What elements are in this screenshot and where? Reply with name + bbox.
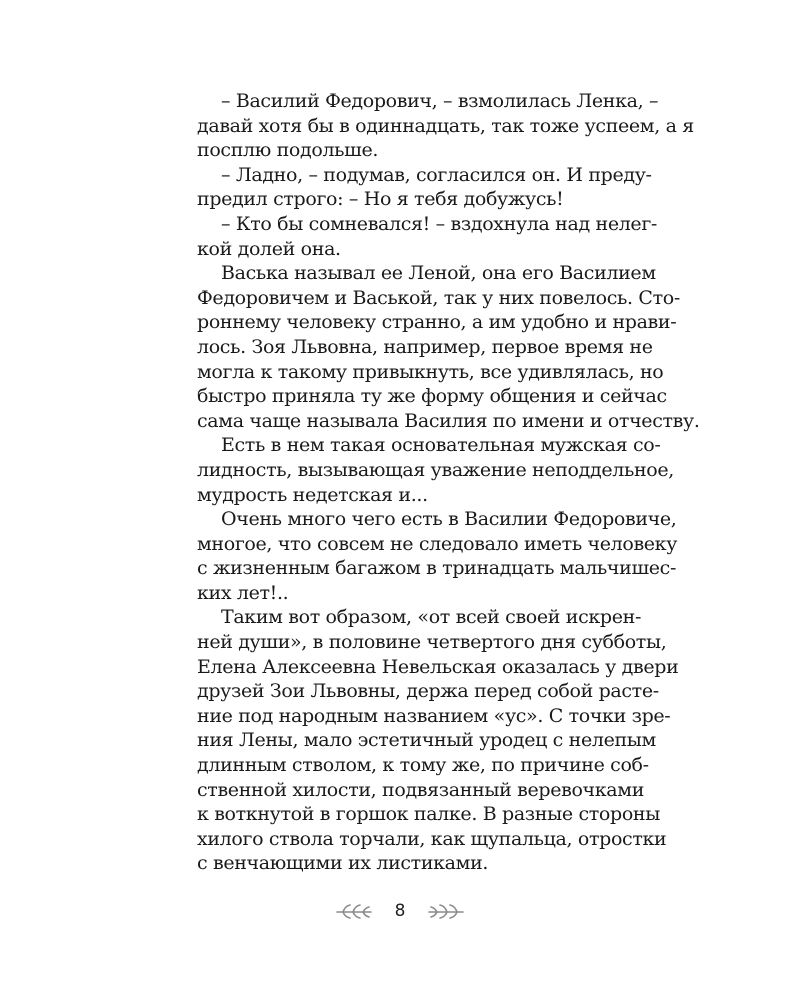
text-line: Есть в нем такая основательная мужская со-: [221, 434, 661, 457]
text-line: Елена Алексеевна Невельская оказалась у двери: [197, 655, 679, 678]
text-line: ния Лены, мало эстетичный уродец с нелепым: [197, 729, 656, 752]
text-line: давай хотя бы в одиннадцать, так тоже успеем, а я: [197, 114, 694, 137]
body-text: [197, 89, 700, 876]
text-line: могла к такому привыкнуть, все удивлялась, но: [197, 360, 664, 383]
text-line: многое, что совсем не следовало иметь человеку: [197, 532, 678, 555]
page-number: 8: [394, 901, 406, 921]
leaf-sprig-right-icon: [425, 902, 465, 920]
text-line: с жизненным багажом в тринадцать мальчишес-: [197, 557, 677, 580]
text-line: ние под народным названием «ус». С точки зре-: [197, 704, 671, 727]
page-footer: [0, 896, 800, 926]
text-line: Федоровичем и Васькой, так у них повелось. Сто-: [197, 286, 680, 309]
text-line: Васька называл ее Леной, она его Василием: [221, 262, 656, 285]
text-line: сама чаще называла Василия по имени и отчеству.: [197, 409, 700, 432]
text-line: роннему человеку странно, а им удобно и нрави-: [197, 311, 677, 334]
text-line: с венчающими их листиками.: [197, 852, 489, 875]
text-line: лось. Зоя Львовна, например, первое время не: [197, 335, 653, 358]
text-line: Таким вот образом, «от всей своей искрен-: [221, 606, 642, 629]
leaf-sprig-left-icon: [335, 902, 375, 920]
text-line: посплю подольше.: [197, 139, 379, 162]
text-line: ких лет!..: [197, 581, 289, 604]
text-line: длинным стволом, к тому же, по причине соб-: [197, 754, 649, 777]
text-line: кой долей она.: [197, 237, 341, 260]
text-line: предил строго: – Но я тебя добужусь!: [197, 188, 564, 211]
text-line: Очень много чего есть в Василии Федоровиче,: [221, 508, 677, 531]
text-line: – Ладно, – подумав, согласился он. И преду-: [221, 163, 652, 186]
text-line: – Василий Федорович, – взмолилась Ленка, –: [221, 90, 659, 112]
text-line: к воткнутой в горшок палке. В разные стороны: [197, 803, 661, 826]
text-line: друзей Зои Львовны, держа перед собой расте-: [197, 680, 659, 703]
text-line: ственной хилости, подвязанный веревочками: [197, 778, 645, 801]
text-line: лидность, вызывающая уважение неподдельное,: [197, 458, 674, 481]
text-line: – Кто бы сомневался! – вздохнула над нелег-: [221, 212, 658, 235]
text-line: хилого ствола торчали, как щупальца, отростки: [197, 827, 667, 850]
text-line: быстро приняла ту же форму общения и сейчас: [197, 385, 667, 408]
text-line: мудрость недетская и...: [197, 483, 428, 506]
text-line: ней души», в половине четвертого дня субботы,: [197, 631, 667, 654]
